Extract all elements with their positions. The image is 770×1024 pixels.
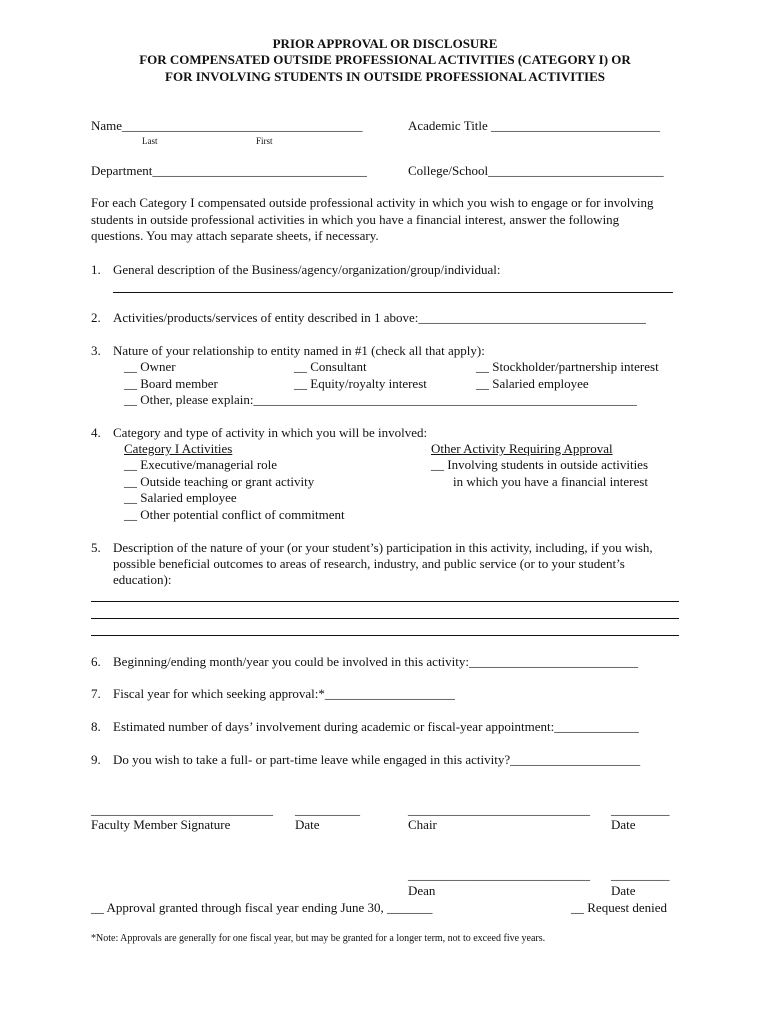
- q2-number: 2.: [91, 310, 101, 325]
- chair-signature-line[interactable]: ____________________________: [408, 802, 590, 817]
- q9-field[interactable]: Do you wish to take a full- or part-time leave while engaged in this activity?____________________: [113, 752, 641, 767]
- consultant-checkbox[interactable]: __ Consultant: [294, 359, 367, 374]
- chair-date-label: Date: [611, 817, 636, 832]
- instructions-paragraph: For each Category I compensated outside professional activity in which you wish to engage or for involving students in outside professional activities in which you have a financial interest, answer the following questions. You may attach separate sheets, if necessary.: [91, 195, 654, 243]
- q1-number: 1.: [91, 262, 101, 277]
- executive-role-checkbox[interactable]: __ Executive/managerial role: [124, 457, 278, 472]
- q4-text: Category and type of activity in which you will be involved:: [113, 425, 428, 440]
- q8-number: 8.: [91, 719, 101, 734]
- dean-date-label: Date: [611, 883, 636, 898]
- outside-teaching-checkbox[interactable]: __ Outside teaching or grant activity: [124, 474, 315, 489]
- college-school-field[interactable]: College/School___________________________: [408, 163, 664, 178]
- q3-number: 3.: [91, 343, 101, 358]
- category-1-heading: Category I Activities: [124, 441, 233, 456]
- chair-date-line[interactable]: _________: [611, 802, 670, 817]
- q9-number: 9.: [91, 752, 101, 767]
- approval-granted-checkbox[interactable]: __ Approval granted through fiscal year ending June 30, _______: [91, 900, 433, 915]
- owner-checkbox[interactable]: __ Owner: [124, 359, 176, 374]
- q2-field[interactable]: Activities/products/services of entity described in 1 above:___________________________________: [113, 310, 646, 325]
- department-field[interactable]: Department_________________________________: [91, 163, 367, 178]
- form-title-line-2: FOR COMPENSATED OUTSIDE PROFESSIONAL ACTIVITIES (CATEGORY I) OR: [139, 52, 631, 67]
- q5-answer-line-1[interactable]: [91, 601, 679, 602]
- first-name-caption: First: [256, 136, 273, 146]
- involving-students-checkbox[interactable]: __ Involving students in outside activities: [431, 457, 649, 472]
- q3-text: Nature of your relationship to entity named in #1 (check all that apply):: [113, 343, 485, 358]
- form-title-line-1: PRIOR APPROVAL OR DISCLOSURE: [272, 36, 498, 51]
- form-title-line-3: FOR INVOLVING STUDENTS IN OUTSIDE PROFESSIONAL ACTIVITIES: [165, 69, 605, 84]
- dean-signature-line[interactable]: ____________________________: [408, 867, 590, 882]
- q5-answer-line-3[interactable]: [91, 635, 679, 636]
- q7-number: 7.: [91, 686, 101, 701]
- q1-text: General description of the Business/agency/organization/group/individual:: [113, 262, 501, 277]
- academic-title-field[interactable]: Academic Title __________________________: [408, 118, 661, 133]
- last-name-caption: Last: [142, 136, 158, 146]
- faculty-signature-label: Faculty Member Signature: [91, 817, 231, 832]
- stockholder-checkbox[interactable]: __ Stockholder/partnership interest: [476, 359, 659, 374]
- q6-number: 6.: [91, 654, 101, 669]
- chair-label: Chair: [408, 817, 437, 832]
- request-denied-checkbox[interactable]: __ Request denied: [571, 900, 668, 915]
- q5-answer-line-2[interactable]: [91, 618, 679, 619]
- conflict-of-commitment-checkbox[interactable]: __ Other potential conflict of commitment: [124, 507, 345, 522]
- other-activity-heading: Other Activity Requiring Approval: [431, 441, 613, 456]
- q4-salaried-checkbox[interactable]: __ Salaried employee: [124, 490, 237, 505]
- dean-label: Dean: [408, 883, 436, 898]
- financial-interest-text: in which you have a financial interest: [453, 474, 648, 489]
- salaried-employee-checkbox[interactable]: __ Salaried employee: [476, 376, 589, 391]
- q5-text: Description of the nature of your (or your student’s) participation in this activity, including, if you wish, possible beneficial outcomes to areas of research, industry, and public service (or to your student’s education):: [113, 540, 653, 587]
- q7-field[interactable]: Fiscal year for which seeking approval:*____________________: [113, 686, 455, 701]
- equity-royalty-checkbox[interactable]: __ Equity/royalty interest: [294, 376, 427, 391]
- q5-number: 5.: [91, 540, 101, 555]
- footnote: *Note: Approvals are generally for one fiscal year, but may be granted for a longer term, not to exceed five years.: [91, 933, 546, 944]
- q8-field[interactable]: Estimated number of days’ involvement during academic or fiscal-year appointment:_____________: [113, 719, 639, 734]
- faculty-date-label: Date: [295, 817, 320, 832]
- faculty-signature-line[interactable]: ____________________________: [91, 802, 273, 817]
- q1-answer-line[interactable]: [113, 292, 673, 293]
- q6-field[interactable]: Beginning/ending month/year you could be involved in this activity:__________________________: [113, 654, 639, 669]
- q4-number: 4.: [91, 425, 101, 440]
- dean-date-line[interactable]: _________: [611, 867, 670, 882]
- other-explain-field[interactable]: __ Other, please explain:___________________________________________________________: [124, 392, 637, 407]
- name-field[interactable]: Name_____________________________________: [91, 118, 363, 133]
- board-member-checkbox[interactable]: __ Board member: [124, 376, 218, 391]
- faculty-date-line[interactable]: __________: [295, 802, 360, 817]
